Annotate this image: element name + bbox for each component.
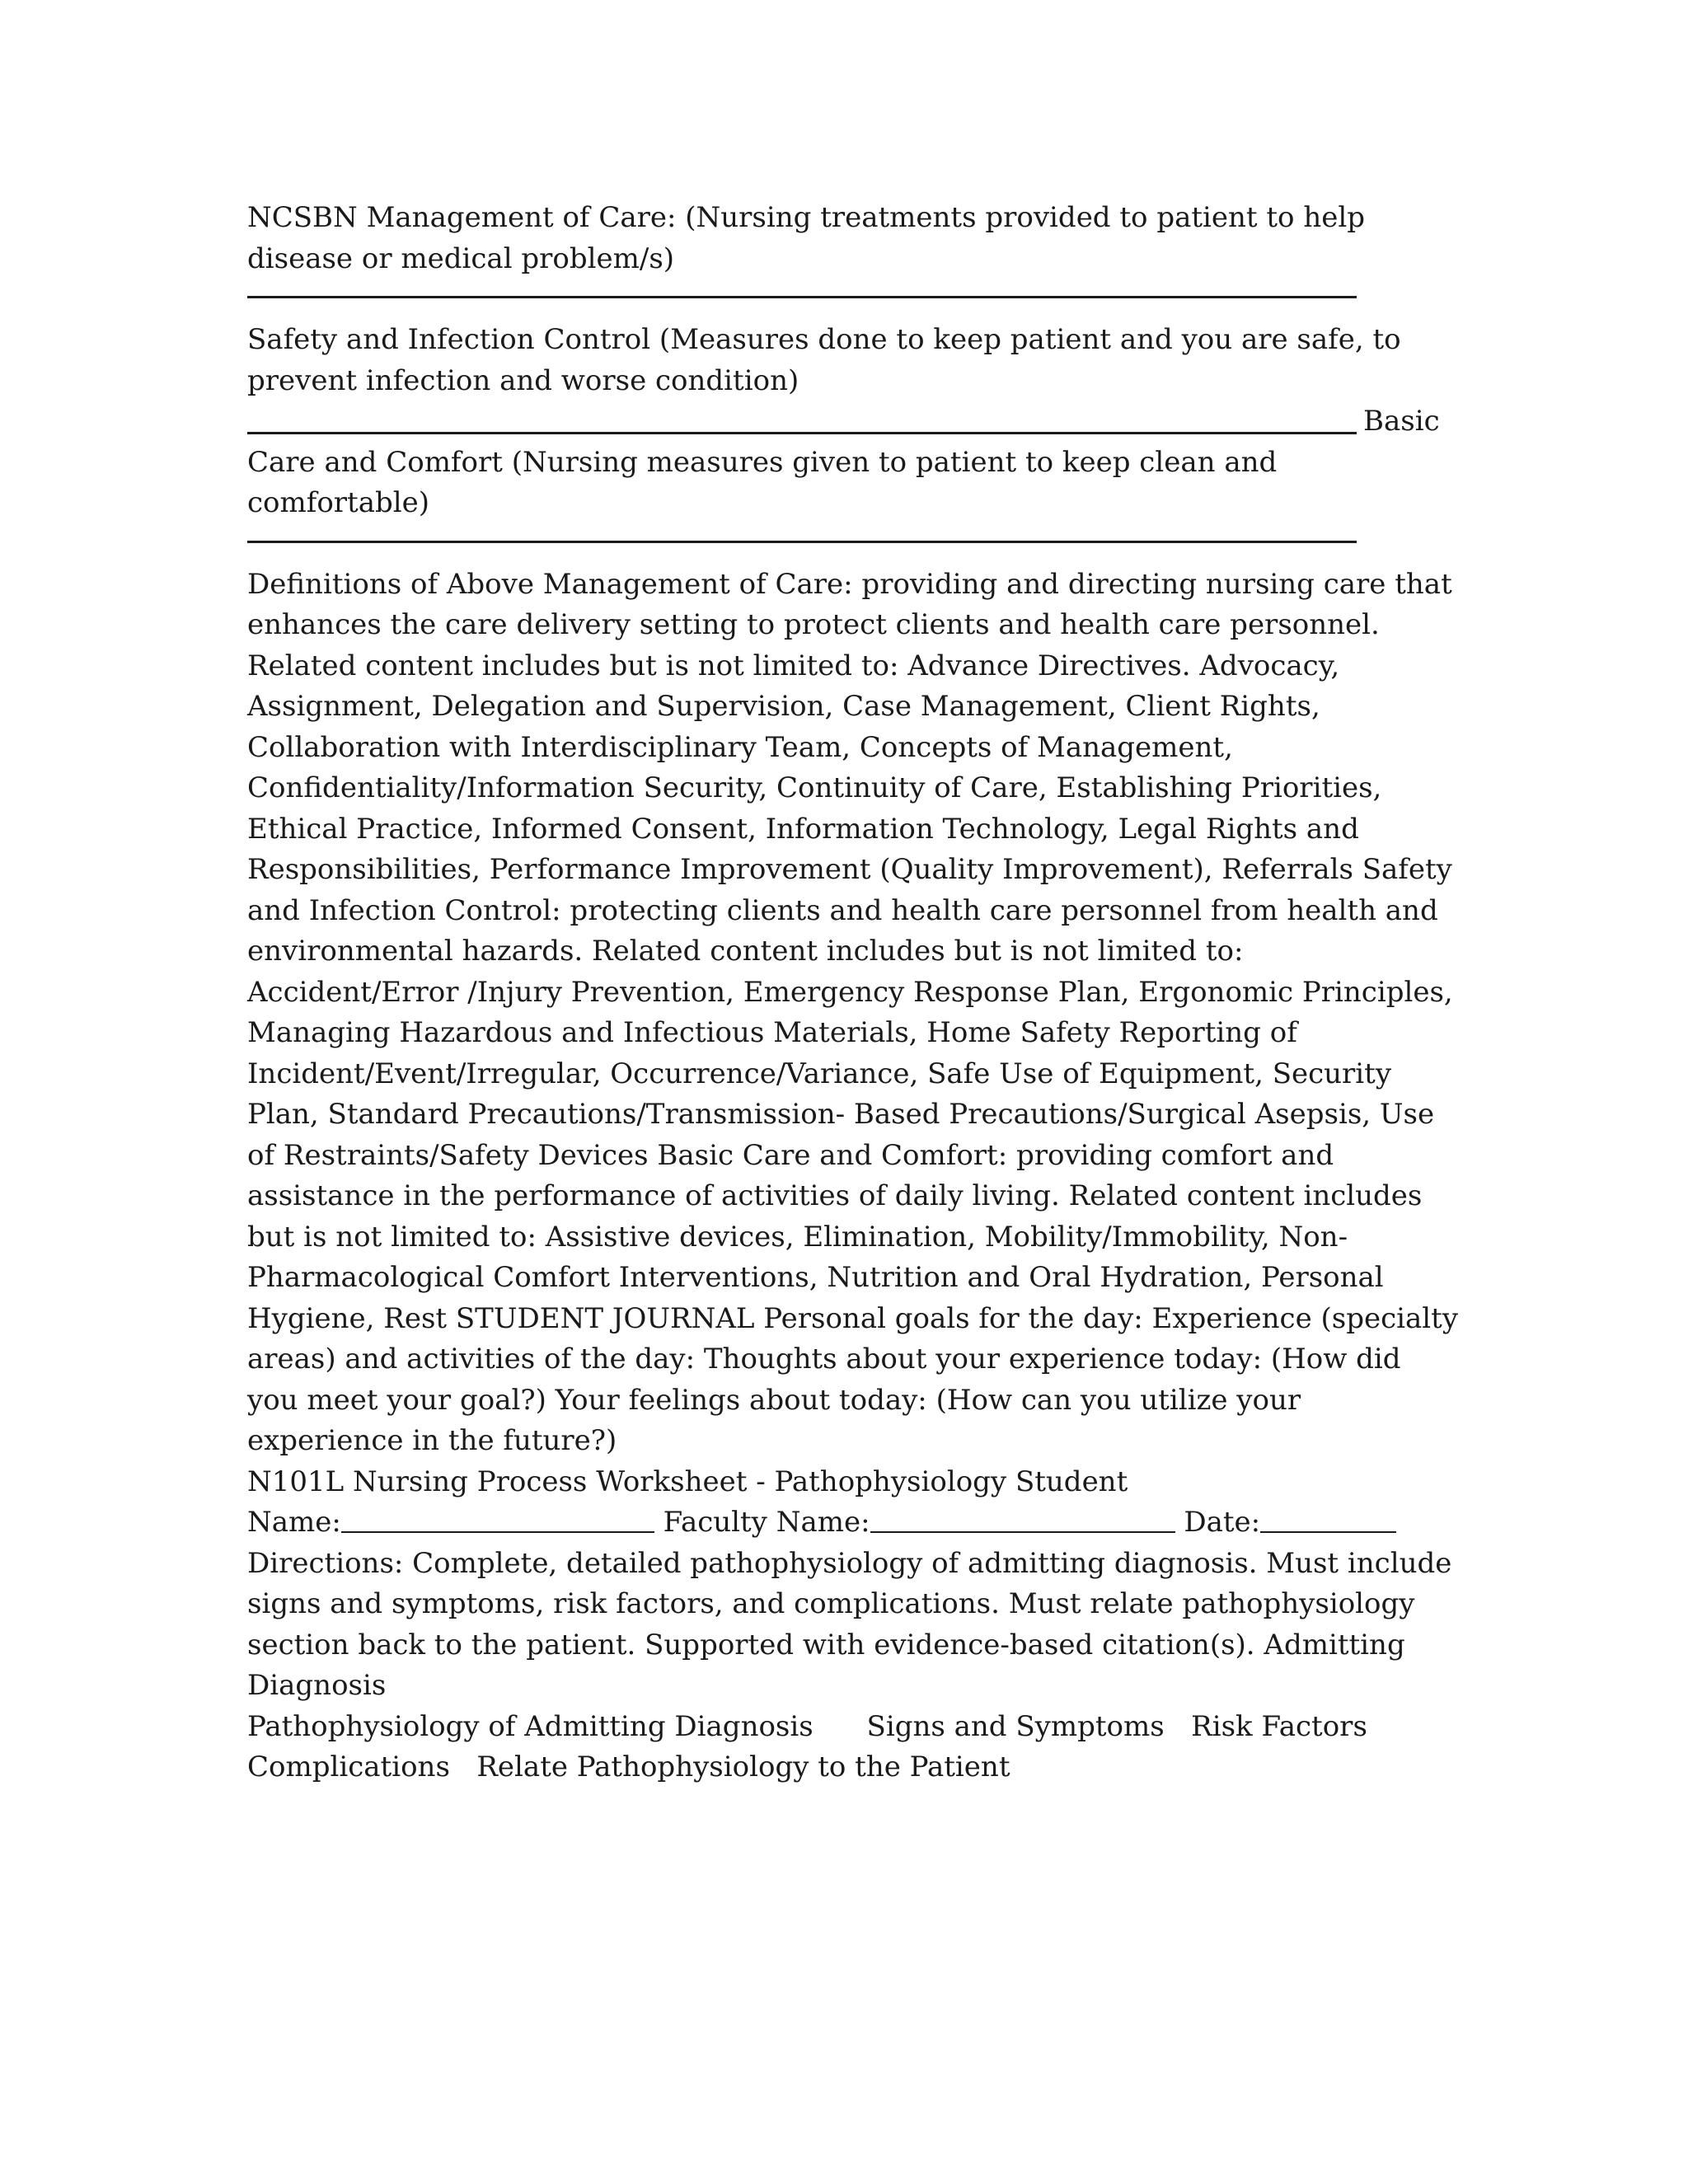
name-fields-row — [247, 1502, 1459, 1544]
answer-line-safety — [247, 432, 1357, 434]
document-body — [247, 198, 1459, 1788]
worksheet-headings-line: Pathophysiology of Admitting Diagnosis Signs and Symptoms Risk Factors — [247, 1709, 1367, 1743]
section-safety-infection-control: Safety and Infection Control (Measures done to keep patient and you are safe, to prevent infection and worse condition) — [247, 323, 1401, 397]
directions-paragraph: Directions: Complete, detailed pathophysiology of admitting diagnosis. Must include signs and symptoms, risk factors, and complications. Must relate pathophysiology section back to the patient. Supported with evidence-based citation(s). Admitting Diagnosis — [247, 1546, 1452, 1702]
answer-line-management — [247, 296, 1357, 298]
answer-line-basic-care — [247, 541, 1357, 543]
basic-word: Basic — [1363, 405, 1440, 438]
faculty-name-field[interactable] — [870, 1531, 1175, 1533]
section-management-of-care: NCSBN Management of Care: (Nursing treatments provided to patient to help disease or medical problem/s) — [247, 201, 1365, 275]
faculty-name-label: Faculty Name: — [663, 1506, 870, 1539]
section-basic-care-comfort: Care and Comfort (Nursing measures given to patient to keep clean and comfortable) — [247, 445, 1278, 519]
student-name-label: Name: — [247, 1506, 341, 1539]
answer-line-safety-row — [247, 401, 1459, 443]
worksheet-title: N101L Nursing Process Worksheet - Pathophysiology Student — [247, 1465, 1128, 1498]
date-field[interactable] — [1260, 1531, 1396, 1533]
student-name-field[interactable] — [341, 1531, 654, 1533]
worksheet-headings-line-2: Complications Relate Pathophysiology to the Patient — [247, 1750, 1010, 1783]
definitions-paragraph: Definitions of Above Management of Care: providing and directing nursing care that enhances the care delivery setting to protect clients and health care personnel. Related content includes but is not limited to: Advance Directives. Advocacy, Assignment, Delegation and Supervision, Case Management, Client Rights, Collaboration with Interdisciplinary Team, Concepts of Management, Confidentiality/Information Security, Continuity of Care, Establishing Priorities, Ethical Practice, Informed Consent, Information Technology, Legal Rights and Responsibilities, Performance Improvement (Quality Improvement), Referrals Safety and Infection Control: protecting clients and health care personnel from health and environmental hazards. Related content includes but is not limited to: Accident/Error /Injury Prevention, Emergency Response Plan, Ergonomic Principles, Managing Hazardous and Infectious Materials, Home Safety Reporting of Incident/Event/Irregular, Occurrence/Variance, Safe Use of Equipment, Security Plan, Standard Precautions/Transmission- Based Precautions/Surgical Asepsis, Use of Restraints/Safety Devices Basic Care and Comfort: providing comfort and assistance in the performance of activities of daily living. Related content includes but is not limited to: Assistive devices, Elimination, Mobility/Immobility, Non-Pharmacological Comfort Interventions, Nutrition and Oral Hydration, Personal Hygiene, Rest STUDENT JOURNAL Personal goals for the day: Experience (specialty areas) and activities of the day: Thoughts about your experience today: (How did you meet your goal?) Your feelings about today: (How can you utilize your experience in the future?) — [247, 567, 1459, 1457]
date-label: Date: — [1184, 1506, 1261, 1539]
